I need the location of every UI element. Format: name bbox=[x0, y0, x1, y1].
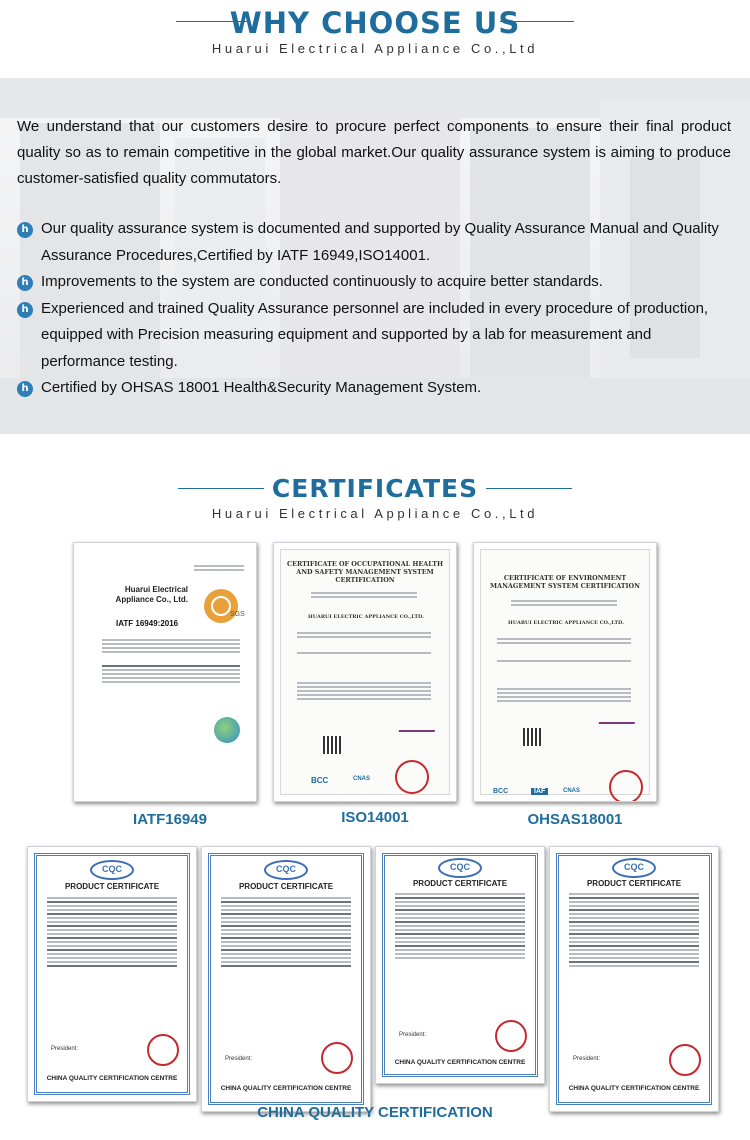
list-item-text: Experienced and trained Quality Assurance personnel are included in every procedure of production, equipped with Precision measuring equipment and supported by a lab for measurement and performance testing. bbox=[41, 299, 709, 370]
red-seal-icon bbox=[609, 770, 643, 802]
certificate-label-iso: ISO14001 bbox=[341, 809, 409, 826]
list-item bbox=[17, 375, 731, 402]
cqc-title: PRODUCT CERTIFICATE bbox=[586, 879, 682, 888]
iaf-mark: IAF bbox=[531, 788, 548, 795]
red-seal-icon bbox=[321, 1042, 353, 1074]
list-item-text: Our quality assurance system is documented and supported by Quality Assurance Manual and Quality Assurance Procedures,Certified by IATF 16949,ISO14001. bbox=[41, 220, 719, 264]
globe-icon bbox=[214, 717, 240, 743]
why-subtitle: Huarui Electrical Appliance Co.,Ltd bbox=[211, 41, 539, 56]
why-title: WHY CHOOSE US bbox=[229, 6, 521, 40]
certificate-label-iatf: IATF16949 bbox=[133, 811, 207, 828]
red-seal-icon bbox=[395, 760, 429, 794]
certificate-company: Huarui Electrical Appliance Co., Ltd. bbox=[115, 585, 188, 604]
cqc-section-label: CHINA QUALITY CERTIFICATION bbox=[257, 1104, 493, 1121]
qr-code-icon bbox=[523, 728, 541, 746]
qr-code-icon bbox=[323, 736, 341, 754]
cqc-certificate[interactable] bbox=[201, 846, 371, 1112]
cnas-mark: CNAS bbox=[353, 776, 371, 782]
logo-icon: h bbox=[17, 222, 33, 238]
list-item bbox=[17, 216, 731, 269]
list-item bbox=[17, 296, 731, 376]
intro-paragraph: We understand that our customers desire to procure perfect components to ensure their final product quality so as to remain competitive in the global market.Our quality assurance system is aiming to produce customer-satisfied quality commutators. bbox=[17, 118, 731, 187]
cqc-logo-icon: CQC bbox=[612, 858, 656, 878]
president-label: President: bbox=[51, 1046, 79, 1052]
red-seal-icon bbox=[147, 1034, 179, 1066]
signature-icon bbox=[598, 710, 639, 724]
cqc-title: PRODUCT CERTIFICATE bbox=[64, 882, 160, 891]
feature-list bbox=[17, 216, 731, 402]
cnas-mark: CNAS bbox=[563, 788, 581, 794]
sgs-mark: SGS bbox=[230, 611, 245, 618]
certificate-occupational-health[interactable] bbox=[273, 542, 457, 802]
certificate-title: CERTIFICATE OF ENVIRONMENT MANAGEMENT SYSTEM CERTIFICATION bbox=[490, 574, 640, 590]
list-item-text: Improvements to the system are conducted continuously to acquire better standards. bbox=[41, 273, 603, 290]
bcc-mark: BCC bbox=[311, 776, 329, 785]
cqc-footer: CHINA QUALITY CERTIFICATION CENTRE bbox=[46, 1075, 178, 1082]
cqc-certificate[interactable] bbox=[549, 846, 719, 1112]
bcc-mark: BCC bbox=[493, 788, 509, 795]
certificate-label-ohsas: OHSAS18001 bbox=[527, 811, 623, 828]
certificate-title: CERTIFICATE OF OCCUPATIONAL HEALTH AND SAFETY MANAGEMENT SYSTEM CERTIFICATION bbox=[286, 560, 444, 584]
logo-icon: h bbox=[17, 275, 33, 291]
cqc-footer: CHINA QUALITY CERTIFICATION CENTRE bbox=[220, 1085, 352, 1092]
list-item-text: Certified by OHSAS 18001 Health&Security Management System. bbox=[41, 379, 482, 396]
president-label: President: bbox=[399, 1032, 427, 1038]
signature-icon bbox=[398, 718, 439, 732]
certificates-header bbox=[0, 474, 750, 521]
certificates-title: CERTIFICATES bbox=[271, 474, 479, 503]
certificate-company: HUARUI ELECTRIC APPLIANCE CO.,LTD. bbox=[508, 620, 624, 626]
list-item bbox=[17, 269, 731, 296]
cqc-title: PRODUCT CERTIFICATE bbox=[238, 882, 334, 891]
cqc-footer: CHINA QUALITY CERTIFICATION CENTRE bbox=[568, 1085, 700, 1092]
cqc-logo-icon: CQC bbox=[438, 858, 482, 878]
certificate-environment[interactable] bbox=[473, 542, 657, 802]
cqc-certificate[interactable] bbox=[375, 846, 545, 1084]
cqc-title: PRODUCT CERTIFICATE bbox=[412, 879, 508, 888]
red-seal-icon bbox=[669, 1044, 701, 1076]
cqc-logo-icon: CQC bbox=[264, 860, 308, 880]
cqc-logo-icon: CQC bbox=[90, 860, 134, 880]
president-label: President: bbox=[225, 1056, 253, 1062]
logo-icon: h bbox=[17, 302, 33, 318]
cqc-certificate[interactable] bbox=[27, 846, 197, 1102]
certificate-company: HUARUI ELECTRIC APPLIANCE CO.,LTD. bbox=[308, 614, 424, 620]
cqc-footer: CHINA QUALITY CERTIFICATION CENTRE bbox=[394, 1059, 526, 1066]
certificate-iatf16949[interactable] bbox=[73, 542, 257, 802]
logo-icon: h bbox=[17, 381, 33, 397]
why-header bbox=[0, 6, 750, 56]
certificates-subtitle: Huarui Electrical Appliance Co.,Ltd bbox=[211, 506, 539, 521]
president-label: President: bbox=[573, 1056, 601, 1062]
certificate-standard: IATF 16949:2016 bbox=[116, 619, 179, 628]
red-seal-icon bbox=[495, 1020, 527, 1052]
